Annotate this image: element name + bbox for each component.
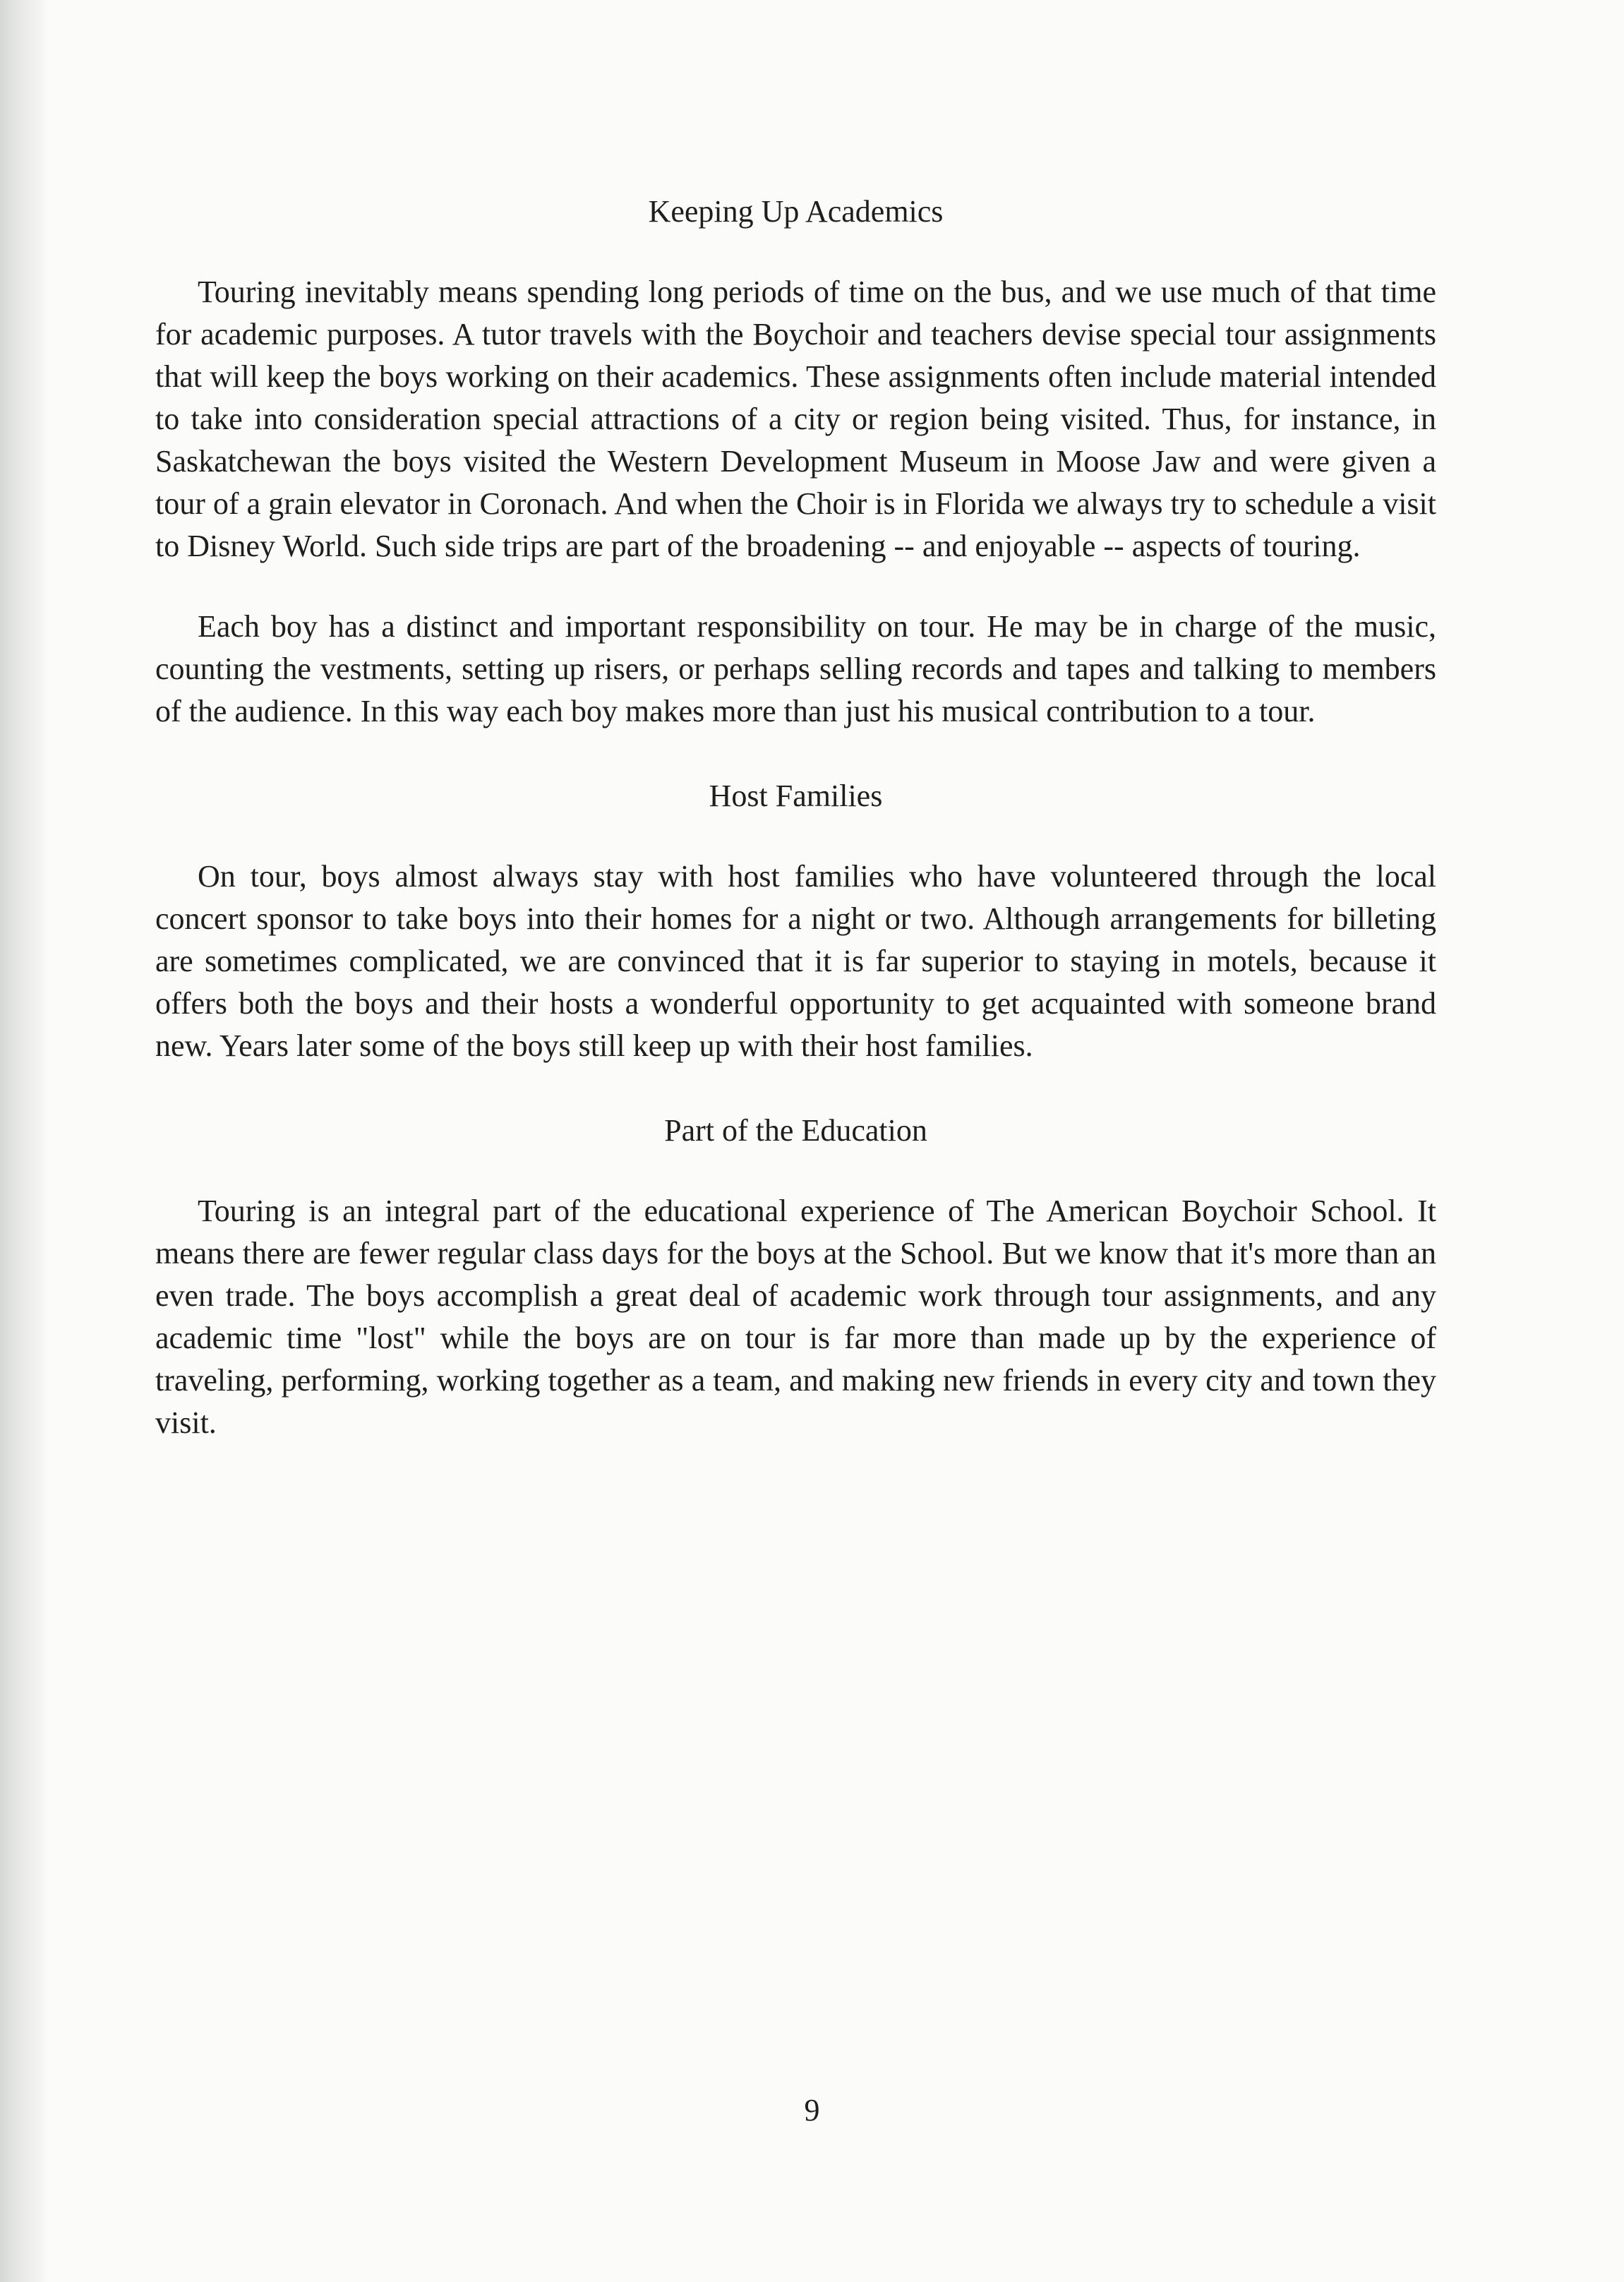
page-binding-shadow [0, 0, 49, 2282]
paragraph-part-of-education: Touring is an integral part of the educational experience of The American Boychoir School. It means there are fewer regular class days for the boys at the School. But we know that it's more than an even trade. The boys accomplish a great deal of academic work through tour assignments, and any academic time "lost" while the boys are on tour is far more than made up by the experience of traveling, performing, working together as a team, and making new friends in every city and town they visit. [155, 1194, 1436, 1440]
paragraph-boy-responsibilities: Each boy has a distinct and important responsibility on tour. He may be in charge of the music, counting the vestments, setting up risers, or perhaps selling records and tapes and talking to members of the audience. In this way each boy makes more than just his musical contribution to a tour. [155, 609, 1436, 728]
page-content [155, 191, 1436, 1444]
page-number: 9 [804, 2093, 820, 2127]
section-heading-keeping-up-academics: Keeping Up Academics [648, 194, 944, 229]
paragraph-touring-academics: Touring inevitably means spending long periods of time on the bus, and we use much of that time for academic purposes. A tutor travels with the Boychoir and teachers devise special tour assignments that will keep the boys working on their academics. These assignments often include material intended to take into consideration special attractions of a city or region being visited. Thus, for instance, in Saskatchewan the boys visited the Western Development Museum in Moose Jaw and were given a tour of a grain elevator in Coronach. And when the Choir is in Florida we always try to schedule a visit to Disney World. Such side trips are part of the broadening -- and enjoyable -- aspects of touring. [155, 275, 1436, 563]
section-heading-host-families: Host Families [709, 779, 883, 813]
section-heading-part-of-the-education: Part of the Education [664, 1113, 927, 1148]
paragraph-host-families: On tour, boys almost always stay with host families who have volunteered through the local concert sponsor to take boys into their homes for a night or two. Although arrangements for billeting are sometimes complicated, we are convinced that it is far superior to staying in motels, because it offers both the boys and their hosts a wonderful opportunity to get acquainted with someone brand new. Years later some of the boys still keep up with their host families. [155, 859, 1436, 1063]
